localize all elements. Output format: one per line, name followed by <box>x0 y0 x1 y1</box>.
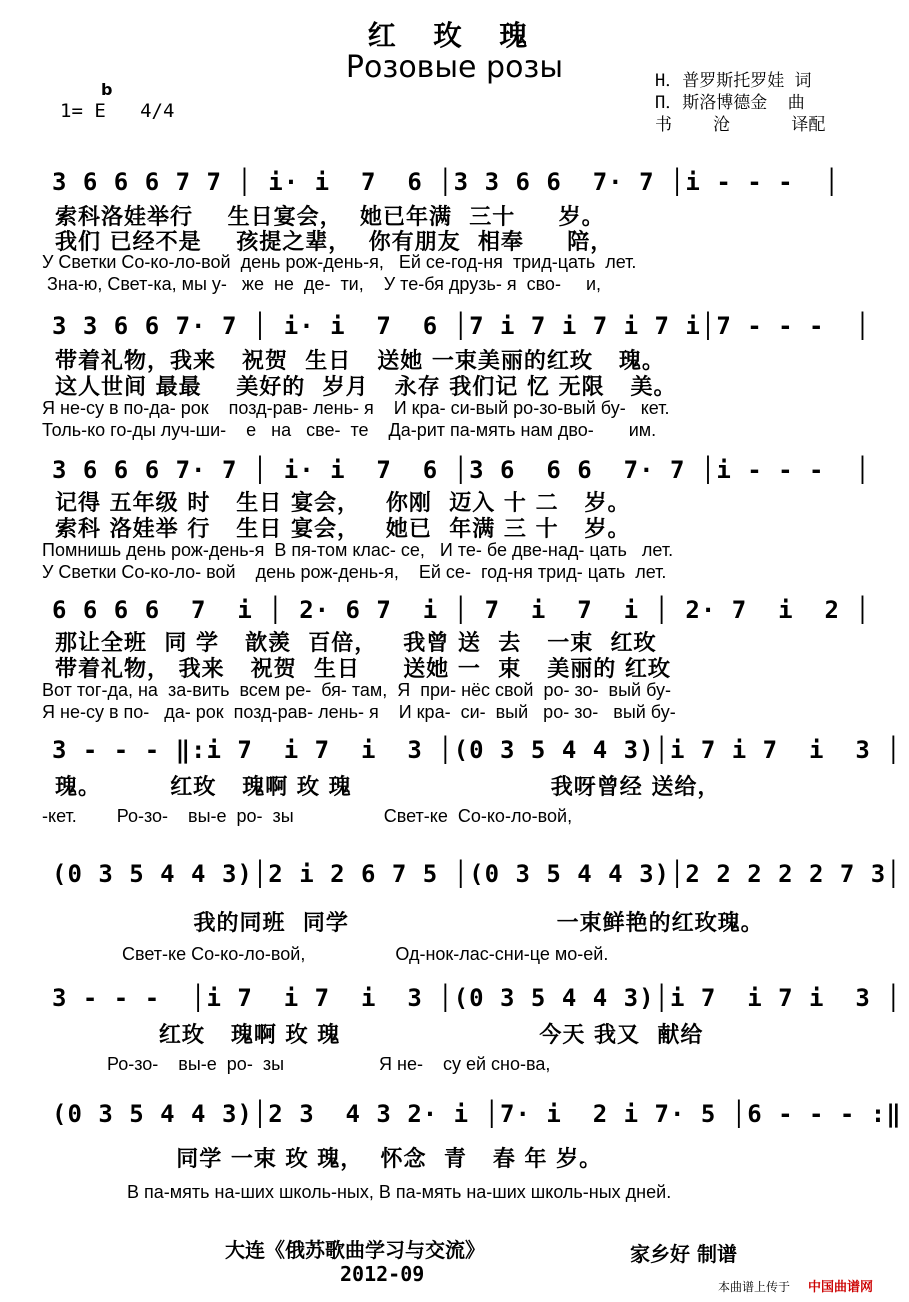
key-signature: 1= E 4/4 <box>60 100 175 122</box>
lyrics-ru-line-3a: Помнишь день рож-день-я В пя-том клас- се, И те- бе две-над- цать лет. <box>42 540 674 560</box>
footer-source: 大连《俄苏歌曲学习与交流》 <box>225 1238 485 1262</box>
notation-line-2: 3 3 6 6 7· 7 │ i· i 7 6 │7 i 7 i 7 i 7 i│7 - - - │ <box>52 312 871 340</box>
lyrics-cn-line-2a: 带着礼物，我来 祝贺 生日 送她 一束美丽的红玫 瑰。 <box>55 348 665 374</box>
flat-sign: b <box>101 80 113 99</box>
lyrics-cn-line-6: 我的同班 同学 一束鲜艳的红玫瑰。 <box>55 910 764 936</box>
notation-line-1: 3 6 6 6 7 7 │ i· i 7 6 │3 3 6 6 7· 7 │i - - - │ <box>52 168 840 196</box>
lyrics-cn-line-5: 瑰。 红玫 瑰啊 玫 瑰 我呀曾经 送给， <box>55 774 721 800</box>
notation-line-6: (0 3 5 4 4 3)│2 i 2 6 7 5 │(0 3 5 4 4 3)│2 2 2 2 2 7 3│ <box>52 860 902 888</box>
notation-line-5: 3 - - - ‖:i 7 i 7 i 3 │(0 3 5 4 4 3)│i 7 i 7 i 3 │ <box>52 736 902 764</box>
lyrics-ru-line-6: Свет-ке Со-ко-ло-вой, Од-нок-лас-сни-це мо-ей. <box>42 944 609 964</box>
credit-translator: 书 沧 译配 <box>655 115 826 135</box>
notation-line-4: 6 6 6 6 7 i │ 2· 6 7 i │ 7 i 7 i │ 2· 7 i 2 │ <box>52 596 871 624</box>
lyrics-cn-line-2b: 这人世间 最最 美好的 岁月 永存 我们记 忆 无限 美。 <box>55 374 677 400</box>
lyrics-cn-line-7: 红玫 瑰啊 玫 瑰 今天 我又 献给 <box>55 1022 704 1048</box>
lyrics-cn-line-3b: 索科 洛娃举 行 生日 宴会， 她已 年满 三 十 岁。 <box>55 516 631 542</box>
lyrics-cn-line-1a: 索科洛娃举行 生日宴会， 她已年满 三十 岁。 <box>55 204 605 230</box>
lyrics-ru-line-2b: Толь-ко го-ды луч-ши- е на све- те Да-рит па-мять нам дво- им. <box>42 420 657 440</box>
upload-note: 本曲谱上传于 <box>718 1280 791 1294</box>
lyrics-ru-line-1a: У Светки Со-ко-ло-вой день рож-день-я, Ей се-год-ня трид-цать лет. <box>42 252 637 272</box>
notation-line-7: 3 - - - │i 7 i 7 i 3 │(0 3 5 4 4 3)│i 7 i 7 i 3 │ <box>52 984 902 1012</box>
lyrics-ru-line-7: Ро-зо- вы-е ро- зы Я не- су ей сно-ва, <box>42 1054 551 1074</box>
lyrics-ru-line-8: В па-мять на-ших школь-ных, В па-мять на-ших школь-ных дней. <box>42 1182 672 1202</box>
notation-line-8: (0 3 5 4 4 3)│2 3 4 3 2· i │7· i 2 i 7· 5 │6 - - - :‖ <box>52 1100 902 1128</box>
footer-date: 2012-09 <box>340 1262 425 1286</box>
lyrics-ru-line-3b: У Светки Со-ко-ло- вой день рож-день-я, Ей се- год-ня трид- цать лет. <box>42 562 667 582</box>
lyrics-cn-line-4b: 带着礼物， 我来 祝贺 生日 送她 一 束 美丽的 红玫 <box>55 656 671 682</box>
song-title-chinese: 红 玫 瑰 <box>367 19 542 52</box>
lyrics-cn-line-1b: 我们 已经不是 孩提之辈， 你有朋友 相奉 陪， <box>55 229 614 255</box>
credit-lyricist: Н．普罗斯托罗娃 词 <box>655 71 812 91</box>
lyrics-ru-line-4a: Вот тог-да, на за-вить всем ре- бя- там, Я при- нёс свой ро- зо- вый бу- <box>42 680 672 700</box>
credit-composer: П．斯洛博德金 曲 <box>655 93 805 113</box>
notation-line-3: 3 6 6 6 7· 7 │ i· i 7 6 │3 6 6 6 7· 7 │i - - - │ <box>52 456 871 484</box>
lyrics-cn-line-3a: 记得 五年级 时 生日 宴会， 你刚 迈入 十 二 岁。 <box>55 490 631 516</box>
lyrics-cn-line-4a: 那让全班 同 学 歆羡 百倍， 我曾 送 去 一束 红玫 <box>55 630 657 656</box>
lyrics-ru-line-4b: Я не-су в по- да- рок позд-рав- лень- я И кра- си- вый ро- зо- вый бу- <box>42 702 676 722</box>
lyrics-ru-line-1b: Зна-ю, Свет-ка, мы у- же не де- ти, У те-бя друзь- я сво- и, <box>42 274 602 294</box>
lyrics-ru-line-2a: Я не-су в по-да- рок позд-рав- лень- я И кра- си-вый ро-зо-вый бу- кет. <box>42 398 670 418</box>
site-logo[interactable]: 中国曲谱网 <box>808 1280 874 1295</box>
lyrics-cn-line-8: 同学 一束 玫 瑰， 怀念 青 春 年 岁。 <box>55 1146 603 1172</box>
lyrics-ru-line-5: -кет. Ро-зо- вы-е ро- зы Свет-ке Со-ко-ло-вой, <box>42 806 573 826</box>
song-title-russian: Розовые розы <box>345 50 564 85</box>
footer-arranger: 家乡好 制谱 <box>630 1242 737 1266</box>
